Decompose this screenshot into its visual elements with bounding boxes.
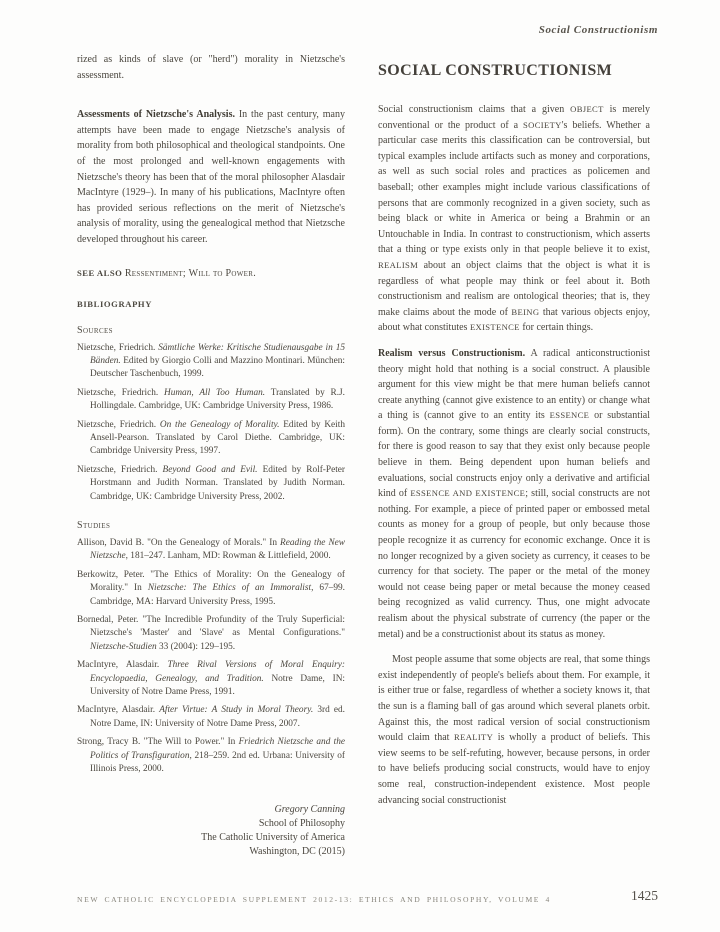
footer-imprint: NEW CATHOLIC ENCYCLOPEDIA SUPPLEMENT 2012-13: ETHICS AND PHILOSOPHY, VOLUME 4 [77, 895, 551, 904]
bibliography-entry: MacIntyre, Alasdair. After Virtue: A Study in Moral Theory. 3rd ed. Notre Dame, IN: University of Notre Dame Press, 2007. [77, 705, 345, 729]
article-paragraph: Social constructionism claims that a given OBJECT is merely conventional or the product of a SOCIETY's beliefs. Whether a particular case merits this classification can be controversial, but typical examples include artifacts such as money and corporations, as well as such social roles and practices as policemen and baseball; other examples might include various classifications of persons that are commonly recognized in a given society, such as being black or white in America or being a Brahmin or an Untouchable in India. In contrast to constructionism, which asserts that a thing or type exists only in that people believe it to exist, REALISM about an object claims that the object is what it is regardless of what people may think or feel about it. Both constructionism and realism are ontological theories; that is, they make claims about the mode of BEING that various objects enjoy, about what constitutes EXISTENCE for certain things. [378, 104, 650, 334]
bibliography-entry: Nietzsche, Friedrich. Beyond Good and Evil. Edited by Rolf-Peter Horstmann and Judith Norman. Translated by Judith Norman. Cambridge, UK: Cambridge University Press, 2002. [77, 464, 345, 502]
bibliography-entry: Nietzsche, Friedrich. On the Genealogy of Morality. Edited by Keith Ansell-Pearson. Translated by Carol Diethe. Cambridge, UK: Cambridge University Press, 1997. [77, 419, 345, 457]
studies-heading: Studies [77, 520, 111, 531]
bibliography-entry: Berkowitz, Peter. "The Ethics of Morality: On the Genealogy of Morality." In Nietzsche: The Ethics of an Immoralist, 67–99. Cambridge, MA: Harvard University Press, 1995. [77, 569, 345, 607]
author-affiliation: School of Philosophy [258, 817, 345, 829]
studies-list [77, 537, 345, 777]
article-title: SOCIAL CONSTRUCTIONISM [378, 62, 613, 79]
article-paragraph: Most people assume that some objects are real, that some things exist independently of people's beliefs about them. For example, it is either true or false, regardless of whether a society knows it, that the sun is a flaming ball of gas around which several planets orbit. Against this, the most radical version of social constructionism would claim that REALITY is wholly a product of beliefs. This view seems to be self-refuting, however, because persons, in order to have beliefs producing social constructs, would have to enjoy some real, construction-independent existence. Most people advancing social constructionist [378, 654, 650, 806]
bibliography-entry: Nietzsche, Friedrich. Human, All Too Human. Translated by R.J. Hollingdale. Cambridge, UK: Cambridge University Press, 1986. [77, 387, 345, 412]
left-column [77, 52, 345, 859]
article-paragraph: Realism versus Constructionism. A radical anticonstructionist theory might hold that nothing is a social construct. A plausible argument for this view might be that mere human beliefs cannot create anything (cannot give existence to an entity) or change what a thing is (cannot give to an entity its ESSENCE or substantial form). On the contrary, some things are clearly social constructs, for there is good reason to say that they exist only because people believe in them. Being dependent upon human beliefs and evaluations, social constructs enjoy only a derivative and artificial kind of ESSENCE AND EXISTENCE; still, social constructs are not nothing. For example, a piece of printed paper or embossed metal counts as money for a group of people, but only because those people recognize it as currency for economic exchange. Once it is no longer recognized by a given society as currency, it ceases to be currency for that society. The paper or the metal of the money would not cease being paper or metal because the money ceased being recognized as valid currency. Thus, one might advocate realism about the physical substrate of currency (the paper or the metal) and be a constructionist about its status as money. [378, 347, 651, 640]
author-institution: The Catholic University of America [201, 831, 345, 843]
article-body [378, 102, 650, 808]
bibliography-heading: BIBLIOGRAPHY [77, 298, 153, 309]
see-also-label: SEE ALSO [77, 267, 123, 278]
author-name: Gregory Canning [274, 803, 345, 815]
running-header: Social Constructionism [538, 24, 658, 36]
signature-block [77, 803, 345, 859]
author-location-date: Washington, DC (2015) [249, 845, 345, 857]
bibliography-entry: MacIntyre, Alasdair. Three Rival Versions of Moral Enquiry: Encyclopaedia, Genealogy, and Tradition. Notre Dame, IN: University of Notre Dame Press, 1991. [77, 660, 345, 698]
bibliography-entry: Allison, David B. "On the Genealogy of Morals." In Reading the New Nietzsche, 181–247. Lanham, MD: Rowman & Littlefield, 2000. [77, 538, 345, 562]
page-number: 1425 [631, 888, 658, 903]
sources-list [77, 342, 345, 504]
assessments-paragraph: Assessments of Nietzsche's Analysis. In the past century, many attempts have been made to engage Nietzsche's analysis of morality from both philosophical and theological standpoints. One of the most prolonged and well-known engagements with Nietzsche's theory has been that of the moral philosopher Alasdair MacIntyre (1929–). In many of his publications, MacIntyre often has provided serious reflections on the merit of Nietzsche's analysis of morality, using the genealogical method that Nietzsche developed throughout his career. [77, 109, 345, 245]
right-column [378, 52, 650, 818]
continued-paragraph: rized as kinds of slave (or "herd") morality in Nietzsche's assessment. [77, 54, 345, 81]
bibliography-entry: Nietzsche, Friedrich. Sämtliche Werke: Kritische Studienausgabe in 15 Bänden. Edited by Giorgio Colli and Mazzino Montinari. München: Deutscher Taschenbuch, 1999. [77, 342, 345, 380]
see-also-refs: Ressentiment; Will to Power. [124, 267, 257, 279]
bibliography-entry: Bornedal, Peter. "The Incredible Profundity of the Truly Superficial: Nietzsche's 'Master' and 'Slave' as Mental Configurations." Nietzsche-Studien 33 (2004): 129–195. [77, 615, 345, 652]
bibliography-entry: Strong, Tracy B. "The Will to Power." In Friedrich Nietzsche and the Politics of Transfiguration, 218–259. 2nd ed. Urbana: University of Illinois Press, 2000. [77, 737, 345, 775]
see-also-line [77, 268, 345, 279]
sources-heading: Sources [77, 324, 113, 336]
